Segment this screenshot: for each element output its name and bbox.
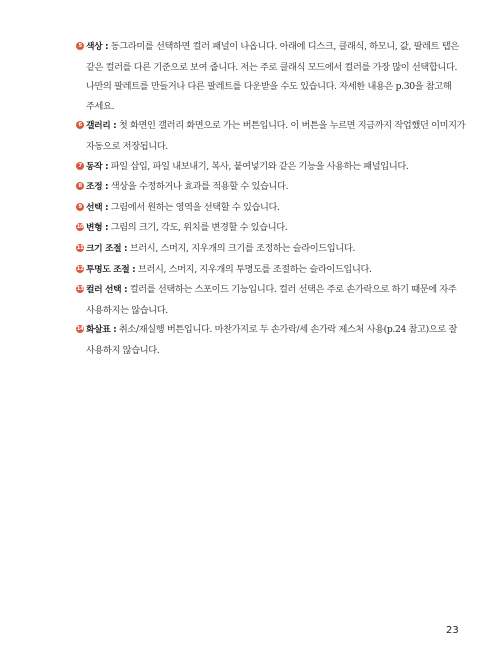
item-term: 선택 : (86, 202, 109, 213)
number-badge: 13 (76, 286, 84, 293)
page-number: 23 (446, 625, 459, 636)
list-item-size (76, 239, 470, 260)
item-description: 그림의 크기, 각도, 위치를 변경할 수 있습니다. (108, 222, 288, 234)
list-item-actions (76, 157, 470, 178)
list-item-select (76, 198, 470, 219)
item-list (76, 37, 470, 361)
list-item-gallery (76, 116, 470, 156)
item-description: 첫 화면인 갤러리 화면으로 가는 버튼입니다. 이 버튼을 누르면 지금까지 작업했던 이미지가 자동으로 저장됩니다. (86, 120, 466, 152)
number-badge: 10 (76, 224, 84, 231)
number-badge: 8 (76, 182, 84, 190)
number-badge: 6 (76, 121, 84, 129)
number-badge: 7 (76, 162, 84, 170)
list-item-color (76, 37, 470, 116)
item-description: 색상을 수정하거나 효과를 적용할 수 있습니다. (108, 181, 289, 193)
number-badge: 12 (76, 265, 84, 272)
list-item-eyedropper (76, 280, 470, 320)
item-term: 투명도 조절 : (86, 264, 136, 275)
list-item-adjust (76, 177, 470, 198)
list-item-opacity (76, 260, 470, 281)
item-description: 취소/재실행 버튼입니다. 마찬가지로 두 손가락/세 손가락 제스처 사용(p.24 참고)으로 잘 사용하지 않습니다. (86, 324, 457, 356)
item-description: 파일 삽입, 파일 내보내기, 복사, 붙여넣기와 같은 기능을 사용하는 패널입니다. (108, 160, 409, 172)
number-badge: 11 (76, 244, 84, 251)
item-term: 색상 : (86, 42, 109, 52)
item-term: 크기 조절 : (86, 243, 128, 254)
item-term: 변형 : (86, 223, 109, 234)
item-term: 조정 : (86, 182, 109, 193)
item-term: 갤러리 : (86, 121, 117, 132)
item-description: 브러시, 스머지, 지우개의 크기를 조정하는 슬라이드입니다. (127, 242, 355, 254)
list-item-undo-redo (76, 320, 470, 360)
number-badge: 14 (76, 326, 84, 333)
item-description: 브러시, 스머지, 지우개의 투명도를 조절하는 슬라이드입니다. (135, 263, 372, 275)
item-description: 컬러를 선택하는 스포이드 기능입니다. 컬러 선택은 주로 손가락으로 하기 때문에 자주 사용하지는 않습니다. (86, 284, 457, 316)
item-description: 그림에서 원하는 영역을 선택할 수 있습니다. (108, 201, 280, 213)
item-term: 컬러 선택 : (86, 285, 128, 296)
item-term: 동작 : (86, 161, 109, 172)
item-term: 화살표 : (86, 325, 117, 336)
number-badge: 5 (76, 42, 84, 50)
item-description: 동그라미를 선택하면 컬러 패널이 나옵니다. 아래에 디스크, 클래식, 하모니, 값, 팔레트 탭은 같은 컬러를 다른 기준으로 보여 줍니다. 저는 주로 클래식 모드에서 컬러를 가장 많이 선택합니다. 나만의 팔레트를 만들거나 다른 팔레트를 다운받을 수도 있습니다. 자세한 내용은 p.30을 참고해 주세요. (86, 41, 459, 112)
number-badge: 9 (76, 203, 84, 211)
list-item-transform (76, 218, 470, 239)
